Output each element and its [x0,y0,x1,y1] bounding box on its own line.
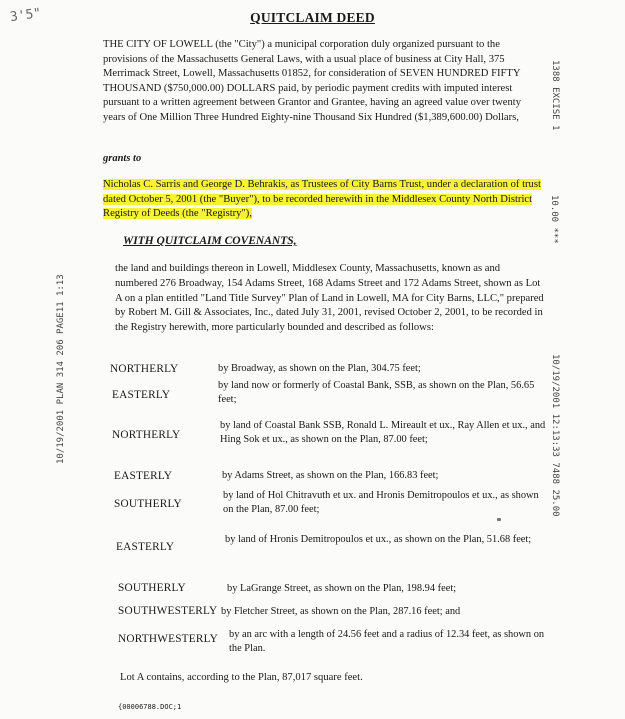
bound-description: by an arc with a length of 24.56 feet and a radius of 12.34 feet, as shown on the Plan. [229,629,545,654]
bound-description: by land of Coastal Bank SSB, Ronald L. Mireault et ux., Ray Allen et ux., and Hing Sok et ux., as shown on the Plan, 87.00 feet; [220,420,546,445]
bound-description: by LaGrange Street, as shown on the Plan, 198.94 feet; [227,583,457,594]
bound-description: by Fletcher Street, as shown on the Plan, 287.16 feet; and [221,606,461,617]
bound-description: by Broadway, as shown on the Plan, 304.75 feet; [218,363,421,374]
bound-direction: NORTHERLY [112,429,181,441]
bound-direction: EASTERLY [116,541,175,553]
bound-direction: EASTERLY [114,470,173,482]
document-id: {00006788.DOC;1 [118,703,182,711]
scan-speck [497,518,501,521]
bound-description: by land of Hronis Demitropoulos et ux., as shown on the Plan, 51.68 feet; [225,534,532,545]
bound-description: by Adams Street, as shown on the Plan, 166.83 feet; [222,470,439,481]
registry-stamp-right-mid: 10.00 *** [549,195,559,244]
bound-direction: SOUTHERLY [118,582,186,594]
property-description: the land and buildings thereon in Lowell, Middlesex County, Massachusetts, known as and numbered 276 Broadway, 154 Adams Street, 168 Adams Street and 172 Adams Street, shown as Lot A on a plan entitled "Land Title Survey" Plan of Land in Lowell, MA for City Barns, LLC," prepared by Robert M. Gill & Associates, Inc., dated July 31, 2001, revised October 2, 2001, to be recorded in the Registry herewith, more particularly bounded and described as follows: [115,263,544,334]
bound-description: by land of Hol Chitravuth et ux. and Hronis Demitropoulos et ux., as shown on the Plan, 87.00 feet; [223,490,539,515]
registry-stamp-left: 10/19/2001 PLAN 314 206 PAGE11 1:13 [56,274,66,464]
grantor-paragraph: THE CITY OF LOWELL (the "City") a municipal corporation duly organized pursuant to the provisions of the Massachusetts General Laws, with a usual place of business at City Hall, 375 Merrimack Street, Lowell, Massachusetts 01852, for consideration of SEVEN HUNDRED FIFTY THOUSAND ($750,000.00) DOLLARS paid, by periodic payment credits with imputed interest pursuant to a written agreement between Grantor and Grantee, having an agreed value over twenty years of One Million Three Hundred Eighty-nine Thousand Six Hundred ($1,389,600.00) Dollars, [103,39,521,123]
registry-stamp-right-top: 1388 EXCISE 1 [550,60,560,131]
grantee-paragraph [103,178,553,222]
grantee-highlighted-text: Nicholas C. Sarris and George D. Behrakis, as Trustees of City Barns Trust, under a declaration of trust dated October 5, 2001 (the "Buyer"), to be recorded herewith in the Middlesex County North District Registry of Deeds (the "Registry"), [103,179,541,220]
bound-direction: NORTHERLY [110,363,179,375]
bound-direction: EASTERLY [112,389,171,401]
area-statement: Lot A contains, according to the Plan, 87,017 square feet. [120,672,363,683]
bound-direction: NORTHWESTERLY [118,633,218,645]
grants-to-label: grants to [103,153,142,164]
covenants-heading: WITH QUITCLAIM COVENANTS, [123,235,297,247]
handwritten-note: 3'5" [9,5,43,26]
registry-stamp-right-bottom: 10/19/2001 12:13:33 7488 25.00 [550,354,560,517]
document-title: QUITCLAIM DEED [250,10,375,25]
bound-direction: SOUTHERLY [114,498,182,510]
bound-direction: SOUTHWESTERLY [118,605,218,617]
bound-description: by land now or formerly of Coastal Bank, SSB, as shown on the Plan, 56.65 feet; [218,380,535,405]
